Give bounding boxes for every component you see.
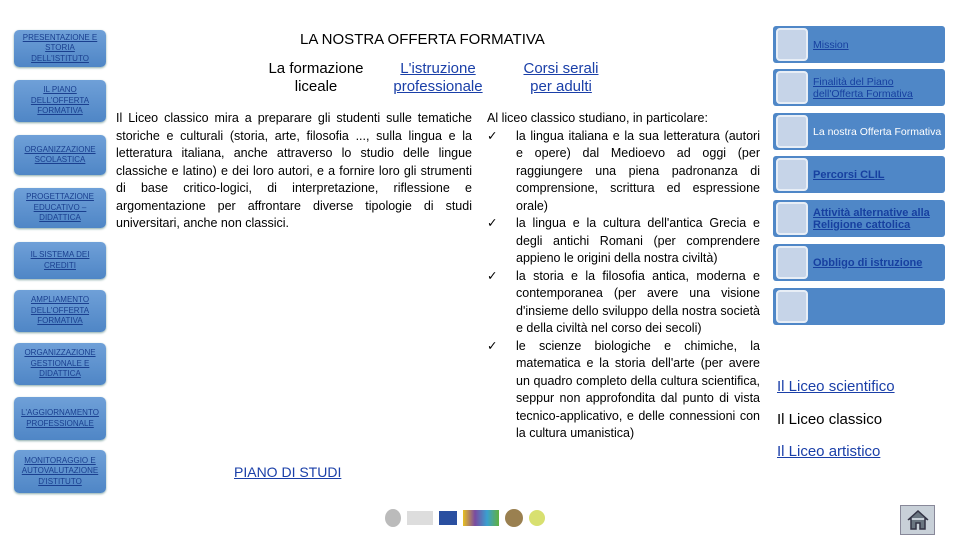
piano-di-studi-link[interactable]: PIANO DI STUDI <box>234 464 342 480</box>
republic-emblem-icon <box>385 509 401 527</box>
check-icon: ✓ <box>487 128 498 143</box>
right-nav-finalita[interactable]: Finalità del Piano dell'Offerta Formativa <box>773 69 945 106</box>
page-title: LA NOSTRA OFFERTA FORMATIVA <box>300 31 545 48</box>
thumbnail <box>776 202 808 235</box>
list-item: ✓ la lingua e la cultura dell'antica Grecia e degli antichi Romani (per comprendere appieno le origini della nostra civiltà) <box>487 216 760 265</box>
thumbnail <box>776 290 808 323</box>
nav-piano-offerta[interactable]: IL PIANO DELL'OFFERTA FORMATIVA <box>14 80 106 122</box>
list-item: ✓ la lingua italiana e la sua letteratura (autori e opere) dal Medioevo ad oggi (per raggiungere una piena padronanza di comprensione, scrittura ed espressione orale) <box>487 128 760 213</box>
intro-text: Il Liceo classico mira a preparare gli studenti sulle tematiche storiche e culturali (storia, arte, filosofia ..., sulla lingua e la letteratura italiana, anche attraverso lo studio delle lingue classiche e latino) e dei loro autori, e a fornire loro gli strumenti di base critico-logici, di interpretazione, riflessione e argomentazione per affrontare diverse tipologie di studi universitari, anche non classici. <box>116 111 472 230</box>
liceo-logo <box>463 510 499 526</box>
studies-heading: Al liceo classico studiano, in particolare: <box>487 111 708 125</box>
home-button[interactable] <box>900 505 935 535</box>
right-nav-obbligo[interactable]: Obbligo di istruzione <box>773 244 945 281</box>
right-nav-mission[interactable]: Mission <box>773 26 945 63</box>
right-nav-clil[interactable]: Percorsi CLIL <box>773 156 945 193</box>
nav-presentazione[interactable]: PRESENTAZIONE E STORIA DELL'ISTITUTO <box>14 30 106 67</box>
list-item: ✓ la storia e la filosofia antica, moderna e contemporanea (per avere una visione d'insieme dello sviluppo della nostra società e della civiltà nel corso dei secoli) <box>487 268 760 335</box>
right-nav-attivita-alternative[interactable]: Attività alternative alla Religione cattolica <box>773 200 945 237</box>
nav-organizzazione-gestionale[interactable]: ORGANIZZAZIONE GESTIONALE E DIDATTICA <box>14 343 106 385</box>
right-nav-empty[interactable] <box>773 288 945 325</box>
liceo-scientifico-link[interactable]: Il Liceo scientifico <box>777 378 895 395</box>
check-icon: ✓ <box>487 268 498 283</box>
nav-aggiornamento[interactable]: L'AGGIORNAMENTO PROFESSIONALE <box>14 397 106 440</box>
nav-monitoraggio[interactable]: MONITORAGGIO E AUTOVALUTAZIONE D'ISTITUTO <box>14 450 106 493</box>
nav-progettazione[interactable]: PROGETTAZIONE EDUCATIVO – DIDATTICA <box>14 188 106 228</box>
check-icon: ✓ <box>487 338 498 353</box>
nav-ampliamento[interactable]: AMPLIAMENTO DELL'OFFERTA FORMATIVA <box>14 290 106 332</box>
liceo-classico-label: Il Liceo classico <box>777 411 883 428</box>
thumbnail <box>776 246 808 279</box>
nav-crediti[interactable]: IL SISTEMA DEI CREDITI <box>14 242 106 279</box>
moon-logo-icon <box>529 510 545 526</box>
nav-organizzazione-scolastica[interactable]: ORGANIZZAZIONE SCOLASTICA <box>14 135 106 175</box>
eu-flag-icon <box>439 511 457 525</box>
list-item: ✓ le scienze biologiche e chimiche, la matematica e la storia dell'arte (per avere un quadro completo della cultura scientifica, seppur non approfondita dal punto di vista tecnico-applicativo, e delle connessioni con la cultura umanistica) <box>487 338 760 440</box>
studies-list <box>487 110 760 443</box>
thumbnail <box>776 115 808 148</box>
tab-formazione-liceale[interactable]: La formazione liceale <box>268 60 364 95</box>
seal-icon <box>505 509 523 527</box>
tab-corsi-serali[interactable]: Corsi serali per adulti <box>523 60 599 95</box>
institute-logo <box>407 511 433 525</box>
thumbnail <box>776 71 808 104</box>
home-icon <box>906 509 930 531</box>
tab-istruzione-professionale[interactable]: L'istruzione professionale <box>393 60 483 95</box>
thumbnail <box>776 158 808 191</box>
footer-logos <box>385 498 555 538</box>
thumbnail <box>776 28 808 61</box>
check-icon: ✓ <box>487 216 498 230</box>
liceo-artistico-link[interactable]: Il Liceo artistico <box>777 443 881 460</box>
right-nav-offerta[interactable]: La nostra Offerta Formativa <box>773 113 945 150</box>
